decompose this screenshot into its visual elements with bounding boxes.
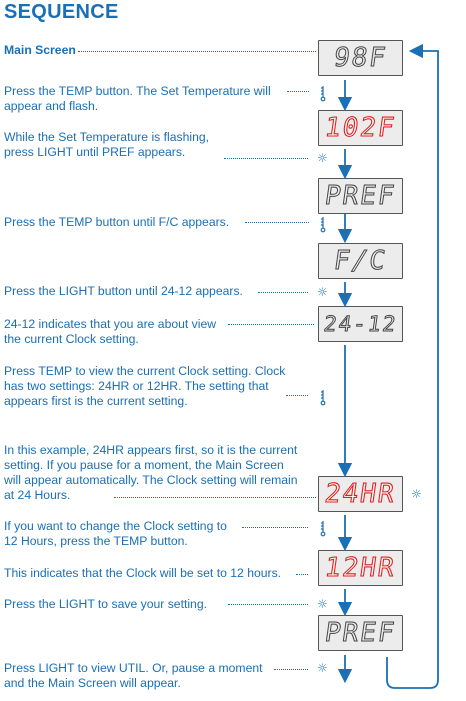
step-temp-until-fc: Press the TEMP button until F/C appears.	[4, 215, 230, 229]
display-text: 12HR	[323, 553, 398, 583]
light-icon: ☼	[317, 661, 328, 675]
display-text: 102F	[323, 113, 398, 143]
step-light-until-2412: Press the LIGHT button until 24-12 appears.	[4, 284, 243, 298]
display-text: F/C	[331, 246, 390, 276]
step-press-temp-clock: Press TEMP to view the current Clock setting. Clock has two settings: 24HR or 12HR. The setting that appears first is the current setting.	[4, 364, 286, 408]
thermometer-icon	[321, 390, 325, 405]
step-press-light-util: Press LIGHT to view UTIL. Or, pause a moment and the Main Screen will appear.	[4, 661, 263, 690]
display-text: 24HR	[323, 479, 398, 509]
step-while-flashing: While the Set Temperature is flashing, press LIGHT until PREF appears.	[4, 130, 210, 159]
step-example-24hr: In this example, 24HR appears first, so it is the current setting. If you pause for a moment, the Main Screen will appear automatically. The Clock setting will remain at 24 Hours.	[4, 443, 298, 502]
display-text: PREF	[323, 618, 398, 648]
step-change-to-12: If you want to change the Clock setting to 12 Hours, press the TEMP button.	[4, 519, 227, 548]
light-icon: ☼	[317, 151, 328, 165]
light-icon: ☼	[317, 597, 328, 611]
step-2412-indicates: 24-12 indicates that you are about view the current Clock setting.	[4, 317, 217, 346]
step-press-light-save: Press the LIGHT to save your setting.	[4, 597, 207, 611]
display-text: 98F	[331, 43, 390, 73]
light-icon: ☼	[317, 285, 328, 299]
step-main-screen: Main Screen	[4, 43, 76, 57]
display-text: PREF	[323, 181, 398, 211]
thermometer-icon	[321, 521, 325, 536]
page-title: SEQUENCE	[4, 1, 119, 23]
display-text: 24-12	[322, 312, 399, 336]
thermometer-icon	[321, 217, 325, 232]
step-press-temp: Press the TEMP button. The Set Temperature will appear and flash.	[4, 84, 271, 113]
light-icon: ☼	[411, 487, 422, 501]
step-indicates-12: This indicates that the Clock will be set to 12 hours.	[4, 566, 282, 580]
thermometer-icon	[321, 86, 325, 101]
